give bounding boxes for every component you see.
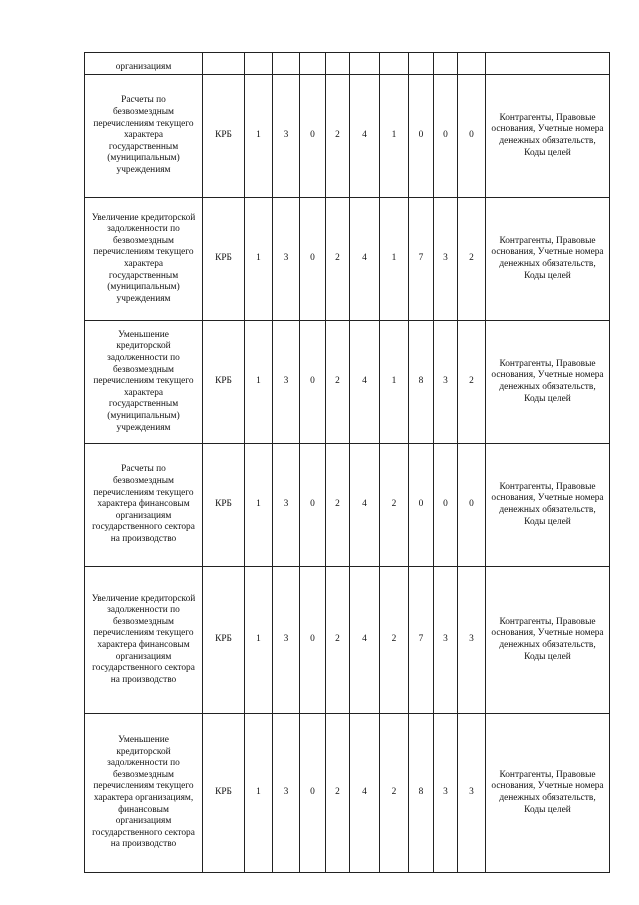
account-digit-cell: 3 [273, 444, 300, 567]
account-digit-cell: 0 [300, 444, 326, 567]
analytics-cell: Контрагенты, Правовые основания, Учетные номера денежных обязательств, Коды целей [486, 444, 610, 567]
table-row [85, 567, 610, 714]
account-name-cell: Уменьшение кредиторской задолженности по безвозмездным перечислениям текущего характера государственным (муниципальным) учреждениям [85, 321, 203, 444]
account-digit-cell: 4 [350, 321, 380, 444]
account-name-cell: организациям [85, 53, 203, 75]
account-digit-cell: 1 [245, 444, 273, 567]
account-digit-cell: 0 [409, 75, 434, 198]
table-row [85, 321, 610, 444]
account-kind-cell: КРБ [203, 75, 245, 198]
account-digit-cell: 2 [380, 444, 409, 567]
account-digit-cell: 1 [380, 75, 409, 198]
account-digit-cell: 0 [458, 75, 486, 198]
account-digit-cell: 4 [350, 198, 380, 321]
account-digit-cell: 0 [300, 714, 326, 873]
account-digit-cell: 2 [380, 714, 409, 873]
account-kind-cell: КРБ [203, 444, 245, 567]
account-digit-cell: 3 [458, 567, 486, 714]
account-digit-cell: 4 [350, 444, 380, 567]
account-digit-cell: 4 [350, 567, 380, 714]
table-row [85, 75, 610, 198]
account-digit-cell: 4 [350, 714, 380, 873]
account-digit-cell: 3 [273, 714, 300, 873]
account-digit-cell: 0 [300, 75, 326, 198]
account-name-cell: Увеличение кредиторской задолженности по безвозмездным перечислениям текущего характера государственным (муниципальным) учреждениям [85, 198, 203, 321]
account-digit-cell: 3 [273, 75, 300, 198]
account-digit-cell: 2 [326, 198, 350, 321]
analytics-cell: Контрагенты, Правовые основания, Учетные номера денежных обязательств, Коды целей [486, 714, 610, 873]
analytics-cell: Контрагенты, Правовые основания, Учетные номера денежных обязательств, Коды целей [486, 567, 610, 714]
account-digit-cell: 2 [380, 567, 409, 714]
table-row [85, 53, 610, 75]
account-digit-cell: 2 [326, 444, 350, 567]
table-row [85, 198, 610, 321]
account-name-cell: Увеличение кредиторской задолженности по безвозмездным перечислениям текущего характера финансовым организациям государственного сектора на производство [85, 567, 203, 714]
account-kind-cell: КРБ [203, 714, 245, 873]
account-digit-cell [300, 53, 326, 75]
account-digit-cell: 3 [434, 714, 458, 873]
account-digit-cell: 0 [434, 444, 458, 567]
account-digit-cell: 1 [245, 714, 273, 873]
account-digit-cell [350, 53, 380, 75]
account-digit-cell: 1 [380, 198, 409, 321]
account-digit-cell: 1 [245, 567, 273, 714]
account-digit-cell: 3 [434, 567, 458, 714]
account-digit-cell: 3 [273, 198, 300, 321]
analytics-cell: Контрагенты, Правовые основания, Учетные номера денежных обязательств, Коды целей [486, 198, 610, 321]
account-digit-cell: 2 [326, 321, 350, 444]
account-digit-cell [434, 53, 458, 75]
account-digit-cell: 0 [434, 75, 458, 198]
account-digit-cell: 3 [434, 321, 458, 444]
account-digit-cell: 2 [458, 321, 486, 444]
account-digit-cell: 0 [300, 198, 326, 321]
account-digit-cell [458, 53, 486, 75]
account-digit-cell: 1 [380, 321, 409, 444]
account-name-cell: Расчеты по безвозмездным перечислениям текущего характера государственным (муниципальным) учреждениям [85, 75, 203, 198]
account-digit-cell: 1 [245, 198, 273, 321]
account-digit-cell: 2 [458, 198, 486, 321]
analytics-cell: Контрагенты, Правовые основания, Учетные номера денежных обязательств, Коды целей [486, 321, 610, 444]
account-digit-cell: 2 [326, 714, 350, 873]
account-digit-cell: 4 [350, 75, 380, 198]
account-digit-cell [245, 53, 273, 75]
account-digit-cell: 7 [409, 567, 434, 714]
account-digit-cell: 2 [326, 75, 350, 198]
account-name-cell: Расчеты по безвозмездным перечислениям текущего характера финансовым организациям государственного сектора на производство [85, 444, 203, 567]
account-digit-cell: 2 [326, 567, 350, 714]
analytics-cell: Контрагенты, Правовые основания, Учетные номера денежных обязательств, Коды целей [486, 75, 610, 198]
accounts-table [84, 52, 610, 873]
account-kind-cell: КРБ [203, 567, 245, 714]
table-row [85, 714, 610, 873]
account-digit-cell: 0 [300, 321, 326, 444]
account-digit-cell: 3 [434, 198, 458, 321]
analytics-cell [486, 53, 610, 75]
account-kind-cell: КРБ [203, 198, 245, 321]
account-digit-cell: 3 [273, 567, 300, 714]
table-row [85, 444, 610, 567]
account-digit-cell: 3 [273, 321, 300, 444]
account-digit-cell: 8 [409, 714, 434, 873]
account-kind-cell: КРБ [203, 321, 245, 444]
account-digit-cell [380, 53, 409, 75]
account-digit-cell: 3 [458, 714, 486, 873]
account-digit-cell [326, 53, 350, 75]
account-digit-cell: 0 [409, 444, 434, 567]
account-digit-cell: 7 [409, 198, 434, 321]
account-name-cell: Уменьшение кредиторской задолженности по безвозмездным перечислениям текущего характера организациям, финансовым организациям государственного сектора на производство [85, 714, 203, 873]
account-digit-cell: 0 [300, 567, 326, 714]
accounts-table-body [85, 53, 610, 873]
account-kind-cell [203, 53, 245, 75]
account-digit-cell: 1 [245, 321, 273, 444]
account-digit-cell [273, 53, 300, 75]
account-digit-cell [409, 53, 434, 75]
account-digit-cell: 0 [458, 444, 486, 567]
account-digit-cell: 8 [409, 321, 434, 444]
account-digit-cell: 1 [245, 75, 273, 198]
